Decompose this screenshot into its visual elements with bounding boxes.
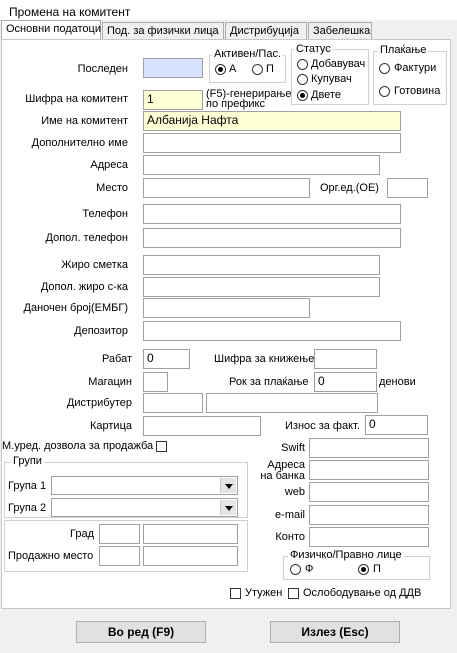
- distributer-label: Дистрибутер: [66, 397, 132, 409]
- adresa-label: Адреса: [90, 159, 128, 171]
- ok-button[interactable]: Во ред (F9): [76, 621, 206, 643]
- dop-ziro-field[interactable]: [143, 277, 380, 297]
- mesto-label: Место: [96, 182, 128, 194]
- iznos-field[interactable]: 0: [365, 415, 428, 435]
- web-field[interactable]: [309, 482, 429, 502]
- magacin-label: Магацин: [88, 376, 132, 388]
- rok-field[interactable]: 0: [314, 372, 377, 392]
- danocen-field[interactable]: [143, 298, 310, 318]
- web-label: web: [284, 486, 305, 498]
- dop-tel-label: Допол. телефон: [45, 232, 128, 244]
- aktiven-label-a: А: [229, 63, 237, 75]
- grupa1-select[interactable]: [51, 476, 238, 495]
- aktiven-title: Активен/Пас.: [214, 48, 282, 60]
- grad-label: Град: [70, 528, 94, 540]
- plakanje-title: Плаќање: [380, 44, 427, 56]
- iznos-label: Износ за факт.: [285, 420, 360, 432]
- grupi-title: Групи: [13, 455, 42, 467]
- plakanje-radio-gotovina[interactable]: [379, 86, 390, 97]
- osloboduvanje-checkbox[interactable]: [288, 588, 299, 599]
- dop-ime-field[interactable]: [143, 133, 401, 153]
- status-label-dvete: Двете: [311, 89, 341, 101]
- window-title: Промена на комитент: [9, 5, 131, 19]
- depozitor-label: Депозитор: [74, 325, 128, 337]
- plakanje-label-fakturi: Фактури: [394, 62, 437, 74]
- telefon-field[interactable]: [143, 204, 401, 224]
- aktiven-radio-p[interactable]: [252, 64, 263, 75]
- kartica-field[interactable]: [143, 416, 261, 436]
- fizicko-label-f: Ф: [305, 563, 314, 575]
- sifra-kniz-label: Шифра за книжење: [214, 353, 315, 365]
- adresa-banka-field[interactable]: [309, 460, 429, 480]
- plakanje-label-gotovina: Готовина: [394, 85, 441, 97]
- plakanje-radio-fakturi[interactable]: [379, 63, 390, 74]
- adresa-banka-label1: Адреса: [267, 459, 305, 471]
- mured-checkbox[interactable]: [156, 441, 167, 452]
- konto-label: Конто: [275, 531, 305, 543]
- grupa2-select[interactable]: [51, 498, 238, 517]
- sifra-hint2: по префикс: [206, 98, 265, 110]
- adresa-banka-label2: на банка: [260, 470, 305, 482]
- rabat-label: Рабат: [101, 353, 132, 365]
- utuzen-label: Утужен: [245, 587, 283, 599]
- posleden-label: Последен: [77, 63, 128, 75]
- prodazno-code-field[interactable]: [99, 546, 140, 566]
- swift-label: Swift: [281, 442, 305, 454]
- mesto-field[interactable]: [143, 178, 310, 198]
- rok-label: Рок за плаќање: [229, 376, 309, 388]
- status-label-kupuvac: Купувач: [311, 73, 352, 85]
- grupa1-dropdown-icon[interactable]: [220, 478, 236, 493]
- grupa1-label: Група 1: [8, 480, 47, 492]
- status-title: Статус: [296, 43, 331, 55]
- adresa-field[interactable]: [143, 155, 380, 175]
- org-field[interactable]: [387, 178, 428, 198]
- sifra-hint1: (F5)-генерирање: [206, 88, 292, 100]
- status-label-dobavuvac: Добавувач: [311, 58, 366, 70]
- rabat-field[interactable]: 0: [143, 349, 190, 369]
- grad-name-field[interactable]: [143, 524, 238, 544]
- prodazno-name-field[interactable]: [143, 546, 238, 566]
- tab-distribucija[interactable]: Дистрибуција: [225, 22, 307, 39]
- sifra-label: Шифра на комитент: [25, 93, 128, 105]
- status-radio-dvete[interactable]: [297, 90, 308, 101]
- org-label: Орг.ед.(ОЕ): [320, 182, 379, 194]
- kartica-label: Картица: [89, 420, 132, 432]
- grupa2-label: Група 2: [8, 502, 47, 514]
- osloboduvanje-label: Ослободување од ДДВ: [303, 587, 422, 599]
- mured-label: М.уред. дозвола за продажба: [2, 440, 154, 452]
- utuzen-checkbox[interactable]: [230, 588, 241, 599]
- denovi-label: денови: [379, 376, 416, 388]
- status-radio-kupuvac[interactable]: [297, 74, 308, 85]
- ziro-field[interactable]: [143, 255, 380, 275]
- fizicko-radio-f[interactable]: [290, 564, 301, 575]
- aktiven-radio-a[interactable]: [215, 64, 226, 75]
- dop-ziro-label: Допол. жиро с-ка: [40, 281, 128, 293]
- dop-tel-field[interactable]: [143, 228, 401, 248]
- prodazno-label: Продажно место: [8, 550, 94, 562]
- telefon-label: Телефон: [82, 208, 128, 220]
- ziro-label: Жиро сметка: [61, 259, 128, 271]
- danocen-label: Даночен број(ЕМБГ): [23, 302, 128, 314]
- grupa2-dropdown-icon[interactable]: [220, 500, 236, 515]
- tab-zabeleska[interactable]: Забелешка: [308, 22, 372, 39]
- konto-field[interactable]: [309, 527, 429, 547]
- sifra-field[interactable]: 1: [143, 90, 203, 110]
- swift-field[interactable]: [309, 438, 429, 458]
- email-label: e-mail: [275, 509, 305, 521]
- status-radio-dobavuvac[interactable]: [297, 59, 308, 70]
- distributer-code-field[interactable]: [143, 393, 203, 413]
- magacin-field[interactable]: [143, 372, 168, 392]
- fizicko-title: Физичко/Правно лице: [290, 549, 402, 561]
- ime-field[interactable]: Албанија Нафта: [143, 111, 401, 131]
- email-field[interactable]: [309, 505, 429, 525]
- sifra-kniz-field[interactable]: [314, 349, 377, 369]
- cancel-button[interactable]: Излез (Esc): [270, 621, 400, 643]
- tab-fizicki[interactable]: Под. за физички лица: [102, 22, 224, 39]
- posleden-field[interactable]: [143, 58, 203, 78]
- distributer-name-field[interactable]: [206, 393, 378, 413]
- tab-osnovni[interactable]: Основни податоци: [1, 20, 101, 40]
- grad-code-field[interactable]: [99, 524, 140, 544]
- fizicko-radio-p[interactable]: [358, 564, 369, 575]
- fizicko-label-p: П: [373, 563, 381, 575]
- ime-label: Име на комитент: [41, 115, 128, 127]
- dop-ime-label: Дополнително име: [31, 137, 128, 149]
- aktiven-label-p: П: [266, 63, 274, 75]
- depozitor-field[interactable]: [143, 321, 401, 341]
